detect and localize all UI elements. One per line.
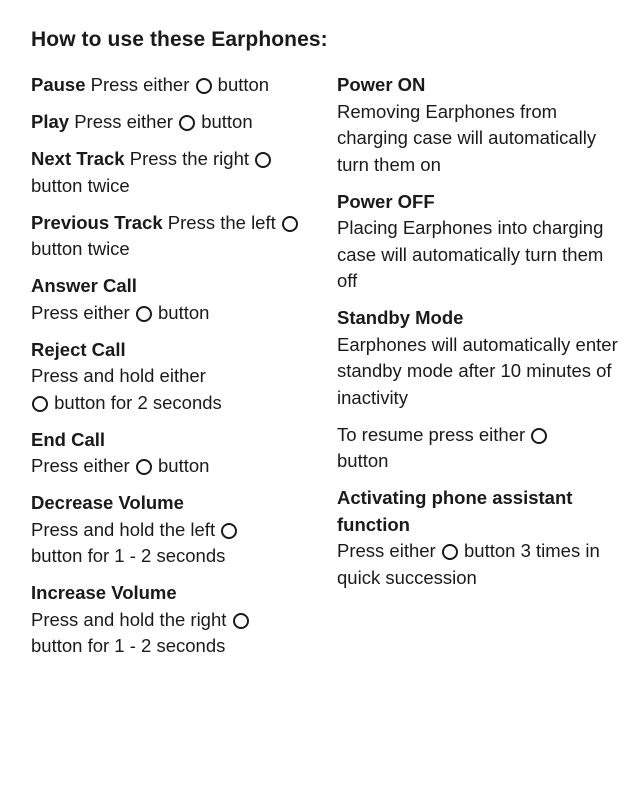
circle-button-icon: [196, 78, 212, 94]
previous-track-text-end: button twice: [31, 238, 130, 259]
play-title: Play: [31, 111, 70, 132]
pause-instruction: [31, 72, 316, 99]
next-track-text-end: button twice: [31, 174, 130, 196]
power-off-text: Placing Earphones into charging case will automatically turn them off: [337, 217, 604, 291]
decrease-volume-text-end: button for 1 - 2 seconds: [31, 545, 226, 566]
circle-button-icon: [531, 428, 547, 444]
answer-call-instruction: [31, 273, 316, 326]
power-off-instruction: [337, 189, 627, 295]
resume-text-start: To resume press either: [337, 423, 526, 445]
decrease-volume-text-start: Press and hold the left: [31, 518, 216, 540]
previous-track-text-start: Press the left: [167, 211, 276, 233]
reject-call-text-start: Press and hold either: [31, 365, 206, 386]
left-column: [31, 72, 316, 670]
pause-text-end: button: [217, 74, 270, 95]
increase-volume-text-start: Press and hold the right: [31, 608, 227, 630]
resume-instruction: [337, 422, 627, 475]
assistant-instruction: [337, 485, 627, 591]
play-text-start: Press either: [74, 111, 173, 132]
standby-mode-title: Standby Mode: [337, 307, 464, 328]
assistant-text-start: Press either: [337, 540, 436, 561]
answer-call-title: Answer Call: [31, 275, 137, 296]
reject-call-title: Reject Call: [31, 338, 126, 360]
next-track-title: Next Track: [31, 148, 125, 169]
answer-call-text-start: Press either: [31, 301, 130, 323]
circle-button-icon: [233, 613, 249, 629]
circle-button-icon: [255, 152, 271, 168]
play-instruction: [31, 109, 316, 136]
assistant-text-end: button 3 times in quick succession: [337, 540, 600, 588]
circle-button-icon: [136, 459, 152, 475]
previous-track-instruction: [31, 210, 316, 263]
pause-text-start: Press either: [90, 74, 190, 95]
circle-button-icon: [282, 216, 298, 232]
circle-button-icon: [442, 544, 458, 560]
power-on-title: Power ON: [337, 74, 426, 95]
standby-mode-instruction: [337, 305, 627, 411]
end-call-title: End Call: [31, 428, 106, 450]
decrease-volume-instruction: [31, 490, 316, 570]
power-off-title: Power OFF: [337, 190, 435, 212]
next-track-text-start: Press the right: [129, 148, 250, 169]
end-call-instruction: [31, 427, 316, 480]
standby-mode-text: Earphones will automatically enter standby mode after 10 minutes of inactivity: [337, 333, 618, 408]
power-on-instruction: [337, 72, 627, 178]
circle-button-icon: [221, 523, 237, 539]
next-track-instruction: [31, 146, 316, 199]
reject-call-instruction: [31, 337, 316, 417]
circle-button-icon: [32, 396, 48, 412]
decrease-volume-title: Decrease Volume: [31, 492, 184, 513]
power-on-text: Removing Earphones from charging case will automatically turn them on: [337, 100, 597, 175]
circle-button-icon: [179, 115, 195, 131]
increase-volume-instruction: [31, 580, 316, 660]
answer-call-text-end: button: [158, 301, 210, 323]
end-call-text-start: Press either: [31, 455, 130, 476]
right-column: [337, 72, 627, 602]
pause-title: Pause: [31, 74, 86, 95]
resume-text-end: button: [337, 450, 389, 471]
assistant-title: Activating phone assistant function: [337, 487, 573, 535]
play-text-end: button: [201, 111, 253, 132]
reject-call-text-end: button for 2 seconds: [54, 391, 222, 413]
increase-volume-text-end: button for 1 - 2 seconds: [31, 635, 226, 656]
previous-track-title: Previous Track: [31, 211, 163, 233]
end-call-text-end: button: [158, 455, 210, 476]
increase-volume-title: Increase Volume: [31, 582, 177, 603]
circle-button-icon: [136, 306, 152, 322]
page-title: How to use these Earphones:: [31, 28, 328, 51]
